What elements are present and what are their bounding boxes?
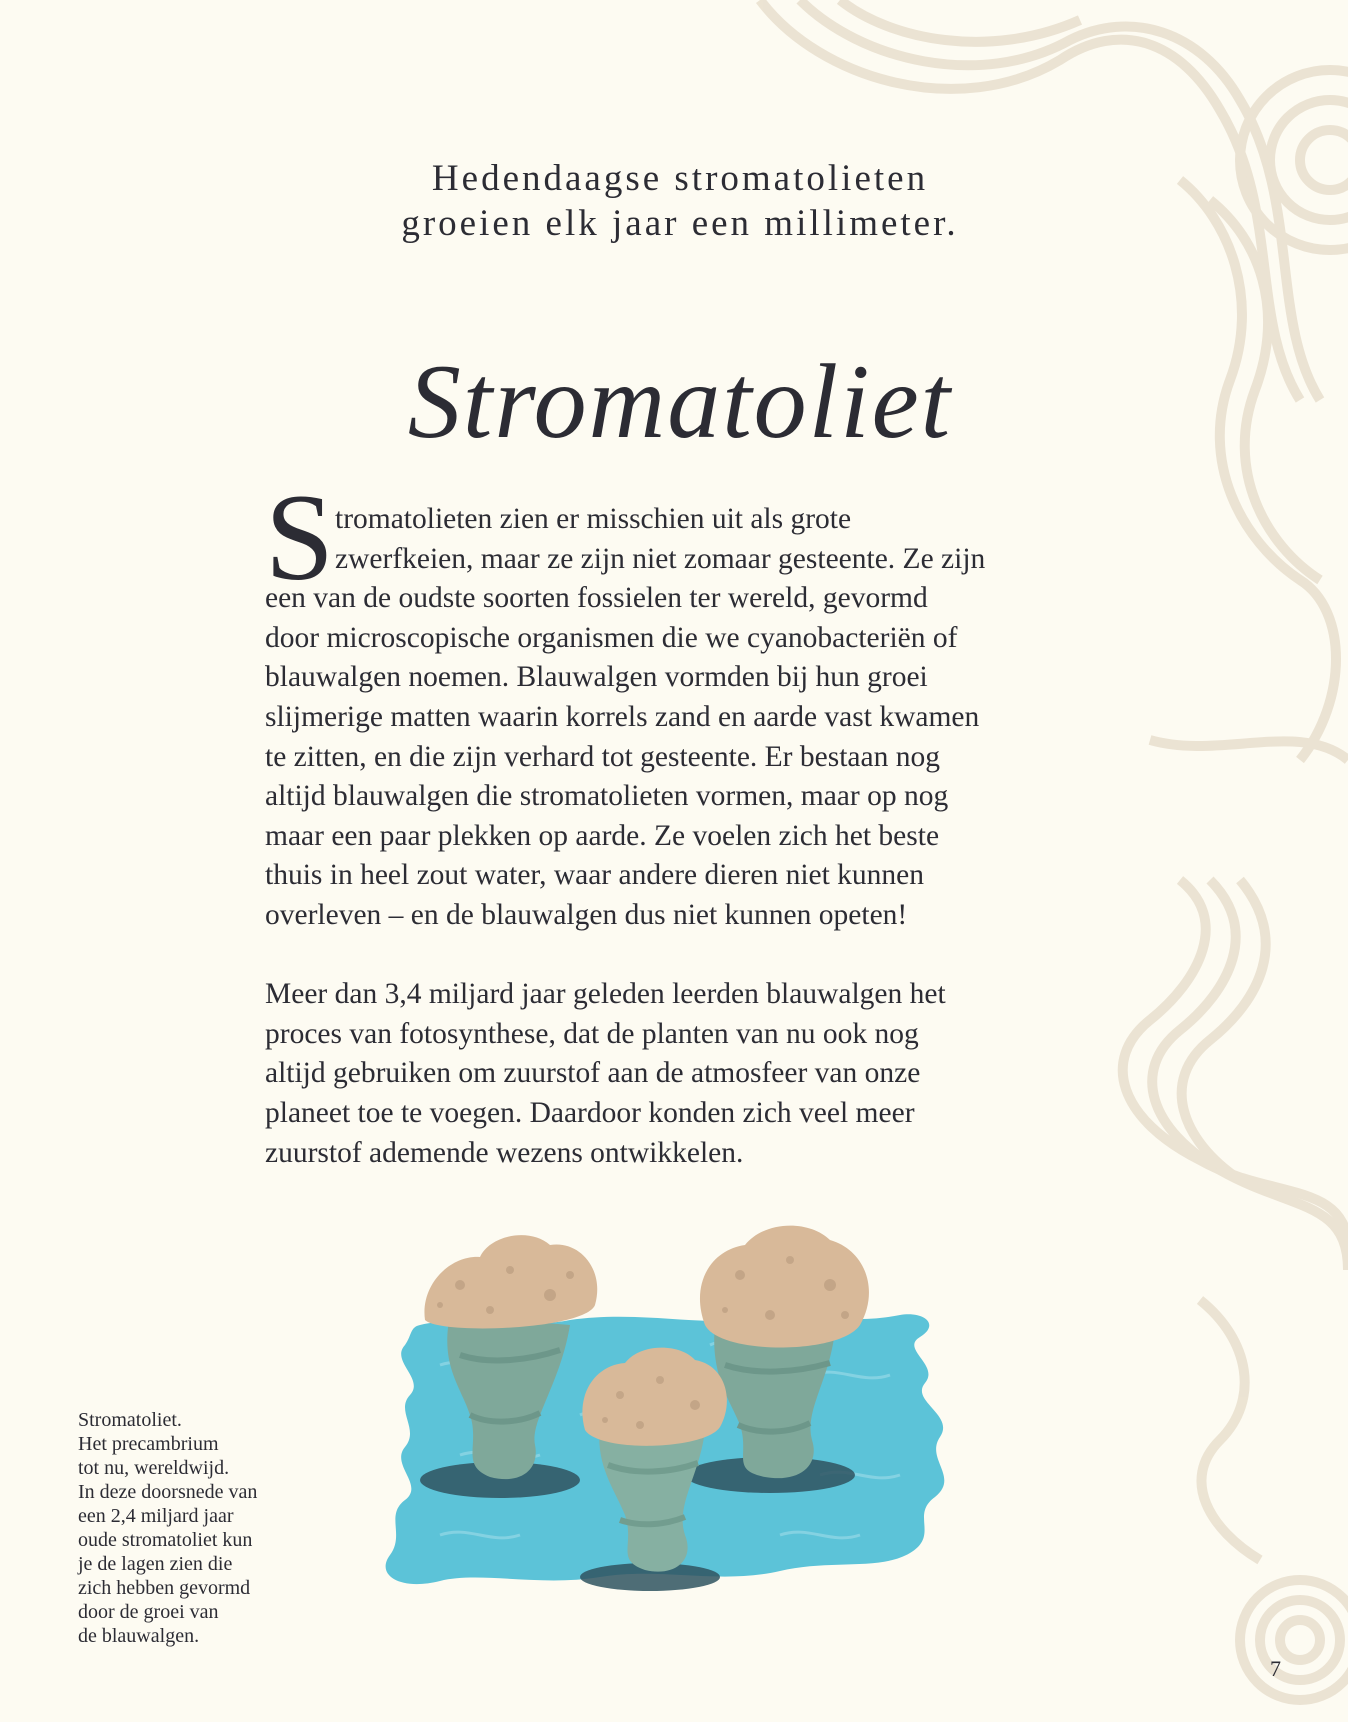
- paragraph-line: overleven – en de blauwalgen dus niet kunnen opeten!: [265, 898, 908, 931]
- paragraph-line: altijd gebruiken om zuurstof aan de atmosfeer van onze: [265, 1057, 921, 1090]
- body-text: [265, 469, 1105, 1173]
- paragraph-line: blauwalgen noemen. Blauwalgen vormden bij hun groei: [265, 661, 928, 694]
- paragraph-line: planeet toe te voegen. Daardoor konden zich veel meer: [265, 1096, 915, 1129]
- page-subtitle: [300, 156, 1060, 246]
- subtitle-line-1: Hedendaagse stromatolieten: [431, 158, 929, 199]
- paragraph-1: [265, 500, 1105, 936]
- paragraph-line: zuurstof ademende wezens ontwikkelen.: [265, 1136, 744, 1169]
- paragraph-line: maar een paar plekken op aarde. Ze voelen zich het beste: [265, 819, 940, 852]
- paragraph-line: te zitten, en die zijn verhard tot gesteente. Er bestaan nog: [265, 740, 940, 773]
- stromatolites-in-water-illustration-icon: [380, 1215, 960, 1615]
- paragraph-line: een van de oudste soorten fossielen ter wereld, gevormd: [265, 582, 928, 615]
- paragraph-line: slijmerige matten waarin korrels zand en aarde vast kwamen: [265, 700, 980, 733]
- caption-line: zich hebben gevormd: [78, 1577, 251, 1599]
- caption-line: Het precambrium: [78, 1433, 219, 1455]
- paragraph-line: proces van fotosynthese, dat de planten van nu ook nog: [265, 1017, 919, 1050]
- page-number: 7: [1270, 1656, 1281, 1681]
- paragraph-2: [265, 975, 1105, 1173]
- paragraph-line: tromatolieten zien er misschien uit als grote: [335, 503, 852, 535]
- caption-line: een 2,4 miljard jaar: [78, 1505, 234, 1527]
- drop-cap: S: [265, 469, 334, 606]
- caption-line: de blauwalgen.: [78, 1625, 200, 1647]
- illustration-caption: [78, 1408, 318, 1648]
- paragraph-line: zwerfkeien, maar ze zijn niet zomaar gesteente. Ze zijn: [335, 542, 986, 575]
- page-title: Stromatoliet: [407, 343, 953, 460]
- caption-line: tot nu, wereldwijd.: [78, 1457, 230, 1479]
- paragraph-line: thuis in heel zout water, waar andere dieren niet kunnen: [265, 859, 925, 892]
- caption-line: door de groei van: [78, 1601, 219, 1623]
- paragraph-line: altijd blauwalgen die stromatolieten vormen, maar op nog: [265, 780, 949, 813]
- subtitle-line-2: groeien elk jaar een millimeter.: [401, 203, 959, 244]
- caption-line: je de lagen zien die: [78, 1553, 233, 1575]
- caption-line: oude stromatoliet kun: [78, 1529, 253, 1551]
- paragraph-line: Meer dan 3,4 miljard jaar geleden leerden blauwalgen het: [265, 978, 946, 1011]
- caption-line: In deze doorsnede van: [78, 1481, 258, 1503]
- paragraph-line: door microscopische organismen die we cyanobacteriën of: [265, 621, 958, 654]
- caption-line: Stromatoliet.: [78, 1409, 182, 1431]
